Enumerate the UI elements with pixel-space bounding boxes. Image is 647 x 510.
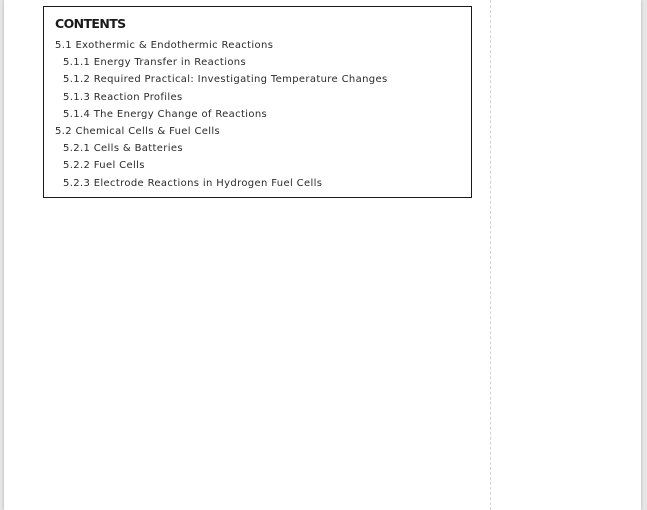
toc-item-5-2-1[interactable]: 5.2.1 Cells & Batteries	[63, 143, 183, 155]
table-of-contents	[43, 6, 472, 198]
toc-item-5-2-2[interactable]: 5.2.2 Fuel Cells	[63, 160, 145, 172]
toc-item-5-1-2[interactable]: 5.1.2 Required Practical: Investigating Temperature Changes	[63, 74, 388, 86]
page-margin-guide	[490, 0, 491, 510]
toc-item-5-1-1[interactable]: 5.1.1 Energy Transfer in Reactions	[63, 57, 247, 69]
toc-item-5-1-4[interactable]: 5.1.4 The Energy Change of Reactions	[63, 108, 268, 120]
toc-item-5-1[interactable]: 5.1 Exothermic & Endothermic Reactions	[55, 40, 274, 51]
toc-item-5-1-3[interactable]: 5.1.3 Reaction Profiles	[63, 91, 183, 103]
contents-title: CONTENTS	[55, 16, 126, 31]
toc-list	[44, 37, 388, 192]
document-page	[4, 0, 641, 510]
toc-item-5-2[interactable]: 5.2 Chemical Cells & Fuel Cells	[55, 125, 221, 137]
toc-item-5-2-3[interactable]: 5.2.3 Electrode Reactions in Hydrogen Fuel Cells	[63, 177, 323, 189]
